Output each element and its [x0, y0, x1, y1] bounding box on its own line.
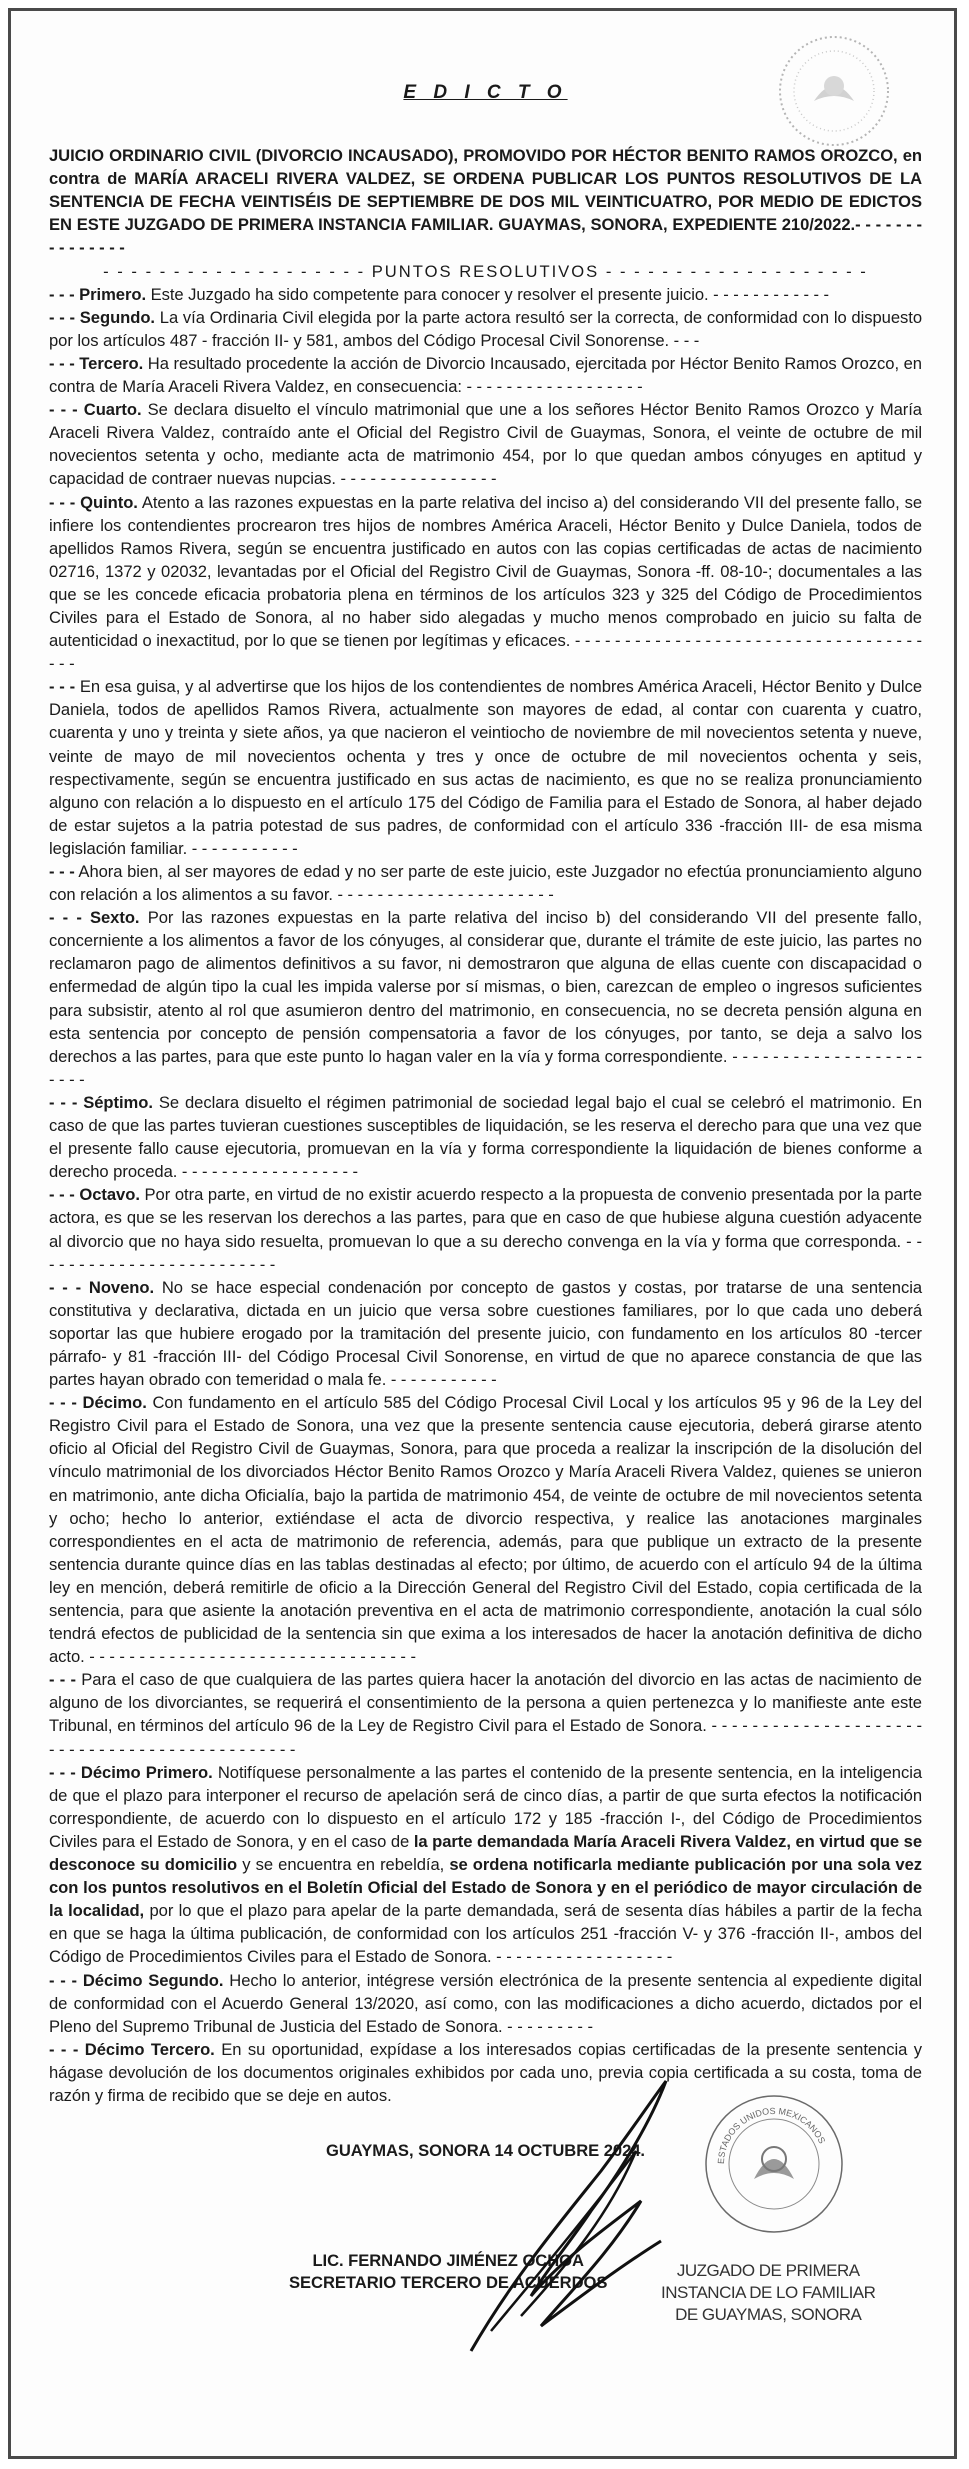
edict-body — [49, 81, 922, 2402]
signer-title: SECRETARIO TERCERO DE ACUERDOS — [289, 2273, 608, 2293]
resolutive-paragraph — [49, 1276, 922, 1391]
edict-heading: JUICIO ORDINARIO CIVIL (DIVORCIO INCAUSADO), PROMOVIDO POR HÉCTOR BENITO RAMOS OROZCO, en contra de MARÍA ARACELI RIVERA VALDEZ, SE ORDENA PUBLICAR LOS PUNTOS RESOLUTIVOS DE LA SENTENCIA DE FECHA VEINTISÉIS DE SEPTIEMBRE DE DOS MIL VEINTICUATRO, POR MEDIO DE EDICTOS EN ESTE JUZGADO DE PRIMERA INSTANCIA FAMILIAR. GUAYMAS, SONORA, EXPEDIENTE 210/2022.- - - - - - - - - - - - - - - — [49, 146, 922, 258]
paragraph-label: - - - — [49, 1670, 76, 1690]
document-page — [8, 8, 957, 2459]
paragraph-text: Este Juzgado ha sido competente para conocer y resolver el presente juicio. - - - - - - - - - - - - — [146, 284, 830, 304]
date-line: GUAYMAS, SONORA 14 OCTUBRE 2024. — [326, 2141, 645, 2161]
paragraph-label: - - - Quinto. — [49, 492, 138, 512]
paragraph-label: - - - Décimo. — [49, 1393, 147, 1413]
resolutive-paragraph — [49, 352, 922, 398]
paragraph-label: - - - Segundo. — [49, 307, 155, 327]
signer-name: LIC. FERNANDO JIMÉNEZ OCHOA — [312, 2251, 584, 2271]
paragraph-text: Notifíquese personalmente a las partes el contenido de la presente sentencia, en la inteligencia de que el plazo para interponer el recurso de apelación será de cinco días, a partir de que surta efectos la notificación correspondiente, de acuerdo con lo dispuesto en el artículo 172 y 185 -fracción I-, del Código de Procedimientos Civiles para el Estado de Sonora, y en el caso de — [49, 1762, 923, 1851]
resolutive-paragraph — [49, 1391, 922, 1668]
paragraph-label: - - - Décimo Segundo. — [49, 1970, 224, 1990]
resolutive-paragraph — [49, 1969, 922, 2038]
svg-text:ESTADOS UNIDOS MEXICANOS — [716, 2106, 827, 2164]
court-line-2: INSTANCIA DE LO FAMILIAR — [661, 2283, 876, 2303]
paragraph-text: Por las razones expuestas en la parte relativa del inciso b) del considerando VII del presente fallo, concerniente a los alimentos a favor de los cónyuges, al considerar que, durante el trámite de este juicio, las partes no reclamaron pago de alimentos definitivos a su favor, ni demostraron que alguna de ellas cuente con discapacidad o enfermedad de algún tipo la cual les impida valerse por sí mismas, o bien, carezcan de empleo o ingresos suficientes para subsistir, atento al rol que asumieron dentro del matrimonio, en consecuencia, no se decreta pensión alguna en esta sentencia por concepto de pensión compensatoria a favor de los cónyuges, por tanto, se deja a salvo los derechos a las partes, para que este punto lo hagan valer en la vía y forma correspondiente. - - - - - - - - - - - - - - - - - - - - - - - — [49, 908, 923, 1089]
paragraph-text: y se encuentra en rebeldía, — [237, 1855, 450, 1875]
paragraph-label: - - - — [49, 862, 75, 881]
resolutive-points-heading: - - - - - - - - - - - - - - - - - - - PUNTOS RESOLUTIVOS - - - - - - - - - - - - - - - - - - - — [103, 261, 868, 281]
paragraph-text: Con fundamento en el artículo 585 del Código Procesal Civil Local y los artículos 95 y 96 de la Ley del Registro Civil para el Estado de Sonora, una vez que la presente sentencia cause ejecutoria, deberá girarse atento oficio al Oficial del Registro Civil de Guaymas, Sonora, para que proceda a realizar la inscripción de la disolución del vínculo matrimonial de los divorciados Héctor Benito Ramos Orozco y María Araceli Rivera Valdez, quienes se unieron en matrimonio, ante dicha Oficialía, bajo la partida de matrimonio 454, de veinte de octubre de mil novecientos setenta y ocho; hecho lo anterior, extiéndase el acta de divorcio respectiva, y realice las anotaciones marginales correspondientes en el acta de matrimonio de referencia, además, para que publique un extracto de la presente sentencia durante quince días en las tablas destinadas al efecto; por último, de acuerdo con el artículo 94 de la última ley en mención, deberá remitirle de oficio a la Dirección General del Registro Civil del Estado, copia certificada de la sentencia, para que asiente la anotación preventiva en el acta de matrimonio correspondiente, anotación la cual sólo tendrá efectos de publicidad de la sentencia sin que exima a los interesados de hacer la anotación definitiva de dicho acto. - - - - - - - - - - - - - - - - - - - - - - - - - - - - - - - - - — [49, 1393, 922, 1667]
resolutive-paragraph — [49, 860, 922, 906]
paragraph-text: La vía Ordinaria Civil elegida por la parte actora resultó ser la correcta, de conformidad con lo dispuesto por los artículos 487 - fracción II- y 581, ambos del Código Procesal Civil Sonorense. - - - — [49, 307, 923, 350]
paragraph-decimo-primero — [49, 1761, 922, 1969]
resolutive-paragraph — [49, 1091, 922, 1183]
paragraph-label: - - - Tercero. — [49, 353, 144, 373]
paragraph-label: - - - Primero. — [49, 284, 147, 304]
paragraph-bold-text: la parte demandada María Araceli Rivera Valdez, en virtud que se desconoce su domicilio — [49, 1831, 923, 1875]
paragraph-text: Se declara disuelto el régimen patrimonial de sociedad legal bajo el cual se celebró el matrimonio. En caso de que las partes tuvieran cuestiones susceptibles de liquidación, se les reserva el derecho para que una vez que el presente fallo cause ejecutoria, promuevan en la vía y forma correspondiente la liquidación de bienes conforme a derecho proceda. - - - - - - - - - - - - - - - - - - — [49, 1092, 923, 1182]
handwritten-signature-icon — [451, 2061, 711, 2361]
paragraph-label: - - - Sexto. — [49, 908, 140, 928]
paragraph-label: - - - Octavo. — [49, 1185, 140, 1205]
paragraph-text: En su oportunidad, expídase a los interesados copias certificadas de la presente sentencia y hágase devolución de los documentos originales exhibidos por cada uno, previa copia certificada a su costa, toma de razón y firma de recibido que se deje en autos. — [49, 2039, 922, 2105]
paragraph-text: Para el caso de que cualquiera de las partes quiera hacer la anotación del divorcio en las actas de nacimiento de alguno de los divorciantes, se requerirá el consentimiento de la persona a quien pertenezca y lo manifieste ante este Tribunal, en términos del artículo 96 de la Ley de Registro Civil para el Estado de Sonora. - - - - - - - - - - - - - - - - - - - - - - - - - - - - - - - - - - - - - - - - - - - - - - — [49, 1670, 922, 1759]
paragraph-bold-text: se ordena notificarla mediante publicación por una sola vez con los puntos resolutivos en el Boletín Oficial del Estado de Sonora y en el periódico de mayor circulación de la localidad, — [49, 1855, 923, 1921]
paragraph-text: Ahora bien, al ser mayores de edad y no ser parte de este juicio, este Juzgador no efectúa pronunciamiento alguno con relación a los alimentos a su favor. - - - - - - - - - - - - - - - - - - - - - - — [49, 862, 922, 905]
paragraph-text: Por otra parte, en virtud de no existir acuerdo respecto a la propuesta de convenio presentada por la parte actora, es que se les reservan los derechos a las partes, para que en caso de que hubiese alguna cuestión adyacente al divorcio que no haya sido resuelta, promuevan lo que a su derecho convenga en la vía y forma que corresponda. - - - - - - - - - - - - - - - - - - - - - - - - - — [49, 1185, 923, 1274]
paragraph-label: - - - Décimo Primero. — [49, 1762, 213, 1782]
paragraph-text: Atento a las razones expuestas en la parte relativa del inciso a) del considerando VII del presente fallo, se infiere los contendientes procrearon tres hijos de nombres América Araceli, Héctor Benito y Dulce Daniela, todos de apellidos Ramos Rivera, según se encuentra justificado en autos con las copias certificadas de actas de nacimiento 02716, 1372 y 02032, levantadas por el Oficial del Registro Civil de Guaymas, Sonora -ff. 08-10-; documentales a las que se les concede eficacia probatoria plena en términos de los artículos 323 y 325 del Código de Procedimientos Civiles para el Estado de Sonora, al no haber sido alegadas y mucho menos comprobado en juicio su falta de autenticidad o inexactitud, por lo que se tienen por legítimas y eficaces. - - - - - - - - - - - - - - - - - - - - - - - - - - - - - - - - - - - - - - — [49, 492, 922, 674]
paragraph-text: No se hace especial condenación por concepto de gastos y costas, por tratarse de una sentencia constitutiva y declarativa, dictada en un juicio que versa sobre cuestiones familiares, por lo que cada uno deberá soportar las que hubiere erogado por la tramitación del presente juicio, con fundamento en los artículos 80 -tercer párrafo- y 81 -fracción III- del Código Procesal Civil Sonorense, en virtud de que no aparece constancia de que las partes hayan obrado con temeridad o mala fe. - - - - - - - - - - - — [49, 1277, 923, 1390]
paragraph-label: - - - Noveno. — [49, 1277, 155, 1297]
paragraph-text: Se declara disuelto el vínculo matrimonial que une a los señores Héctor Benito Ramos Orozco y María Araceli Rivera Valdez, contraído ante el Oficial del Registro Civil de Guaymas, Sonora, el veinte de octubre de mil novecientos setenta y ocho, mediante acta de matrimonio 454, por lo que quedan ambos cónyuges en aptitud y capacidad de contraer nuevas nupcias. - - - - - - - - - - - - - - - - — [49, 400, 922, 489]
paragraph-text: Ha resultado procedente la acción de Divorcio Incausado, ejercitada por Héctor Benito Ramos Orozco, en contra de María Araceli Rivera Valdez, en consecuencia: - - - - - - - - - - - - - - - - - - — [49, 353, 922, 397]
resolutive-paragraph — [49, 675, 922, 860]
court-line-1: JUZGADO DE PRIMERA — [676, 2261, 860, 2281]
paragraph-text: En esa guisa, y al advertirse que los hijos de los contendientes de nombres América Araceli, Héctor Benito y Dulce Daniela, todos de apellidos Ramos Rivera, actualmente son mayores de edad, al contar con cuarenta y cuatro, cuarenta y uno y treinta y siete años, ya que nacieron el veintiocho de noviembre de mil novecientos setenta y nueve, veinte de mayo de mil novecientos ochenta y tres y once de octubre de mil novecientos ochenta y seis, respectivamente, según se encuentra justificado en sus actas de nacimiento, es que no se realiza pronunciamiento alguno con relación a lo dispuesto en el artículo 175 del Código de Familia para el Estado de Sonora, al haber dejado de estar sujetos a la patria potestad de sus padres, de conformidad con el artículo 336 -fracción III- de esa misma legislación familiar. - - - - - - - - - - - — [49, 677, 922, 858]
paragraph-label: - - - — [49, 677, 76, 697]
paragraph-label: - - - Décimo Tercero. — [49, 2039, 215, 2059]
seal-text: ESTADOS UNIDOS MEXICANOS — [715, 2105, 828, 2165]
resolutive-paragraph — [49, 398, 922, 490]
paragraph-label: - - - Séptimo. — [49, 1092, 153, 1112]
document-title: E D I C T O — [403, 82, 568, 103]
paragraph-label: - - - Cuarto. — [49, 400, 142, 420]
resolutive-paragraph — [49, 306, 922, 352]
resolutive-paragraph — [49, 906, 922, 1091]
court-line-3: DE GUAYMAS, SONORA — [675, 2305, 862, 2325]
resolutive-paragraph — [49, 283, 922, 306]
resolutive-points-list — [49, 283, 922, 1761]
resolutive-paragraph — [49, 1668, 922, 1760]
court-seal-icon — [699, 2089, 849, 2239]
resolutive-paragraph — [49, 1183, 922, 1275]
paragraph-text: Hecho lo anterior, intégrese versión electrónica de la presente sentencia al expediente digital de conformidad con el Acuerdo General 13/2020, así como, con las modificaciones a dicho acuerdo, dictados por el Pleno del Supremo Tribunal de Justicia del Estado de Sonora. - - - - - - - - - — [49, 1970, 922, 2036]
paragraph-text: por lo que el plazo para apelar de la parte demandada, será de sesenta días hábiles a partir de la fecha en que se haga la última publicación, de conformidad con los artículos 251 -fracción V- y 376 -fracción II-, ambos del Código de Procedimientos Civiles para el Estado de Sonora. - - - - - - - - - - - - - - - - - - — [49, 1901, 922, 1967]
resolutive-paragraph — [49, 491, 922, 676]
